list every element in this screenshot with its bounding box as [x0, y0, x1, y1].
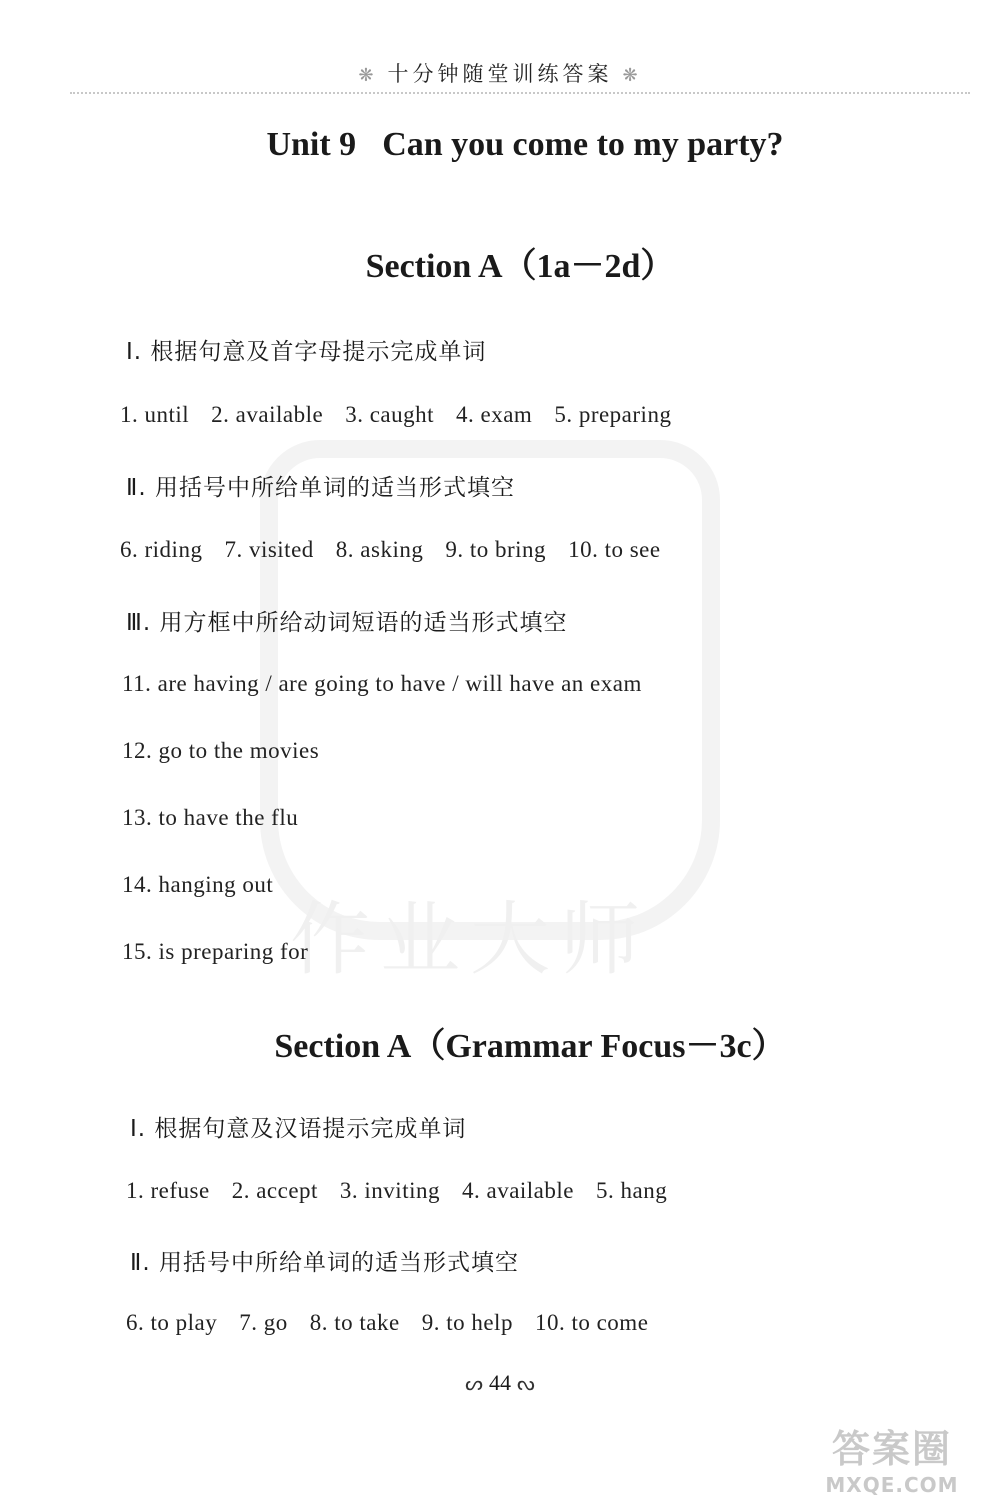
answer-item: 4. available [461, 1178, 574, 1203]
logo-url: MXQE.COM [825, 1473, 959, 1497]
header-text: 十分钟随堂训练答案 [387, 62, 613, 86]
answer-item: 8. asking [335, 537, 424, 562]
answer-row [120, 537, 683, 563]
answer-item: 5. preparing [554, 402, 672, 427]
answer-item: 8. to take [309, 1310, 400, 1335]
watermark-text: 作业大师 [290, 893, 650, 986]
answer-line: 13. to have the flu [122, 805, 299, 830]
answer-item: 1. until [120, 402, 190, 427]
answer-row [120, 402, 693, 428]
answer-item: 5. hang [596, 1178, 668, 1203]
part-heading: Ⅱ. 用括号中所给单词的适当形式填空 [130, 1250, 519, 1276]
ornament-icon: ᔕ [465, 1373, 483, 1395]
unit-title [0, 126, 1000, 164]
answer-item: 9. to help [421, 1310, 513, 1335]
answer-item: 7. go [239, 1310, 288, 1335]
answer-item: 10. to see [568, 537, 661, 562]
answer-item: 9. to bring [445, 537, 547, 562]
part-heading: Ⅰ. 根据句意及首字母提示完成单词 [126, 339, 487, 365]
answer-item: 1. refuse [126, 1178, 210, 1203]
answer-line: 15. is preparing for [122, 939, 309, 964]
answer-row [126, 1178, 689, 1204]
section-title: Section A（1a－2d） [365, 248, 675, 285]
answer-item: 3. inviting [339, 1178, 440, 1203]
ornament-icon: ᔓ [517, 1373, 535, 1395]
page-number-value: 44 [489, 1370, 511, 1395]
answer-line: 12. go to the movies [122, 738, 320, 763]
answer-item: 10. to come [534, 1310, 649, 1335]
corner-watermark-logo [802, 1418, 982, 1497]
answer-line: 11. are having / are going to have / will have an exam [122, 671, 642, 696]
answer-item: 3. caught [345, 402, 434, 427]
page-number [0, 1370, 1000, 1396]
unit-name: Can you come to my party? [382, 126, 784, 163]
part-heading: Ⅱ. 用括号中所给单词的适当形式填空 [126, 475, 515, 501]
unit-number: Unit 9 [266, 126, 357, 163]
part-heading: Ⅰ. 根据句意及汉语提示完成单词 [130, 1116, 467, 1142]
answer-row [126, 1310, 670, 1336]
page-header [0, 58, 1000, 88]
answer-item: 7. visited [224, 537, 314, 562]
part-heading: Ⅲ. 用方框中所给动词短语的适当形式填空 [126, 610, 568, 636]
logo-text: 答案圈 [831, 1427, 952, 1471]
answer-line: 14. hanging out [122, 872, 274, 897]
header-divider [70, 92, 970, 94]
flower-icon: ❋ [622, 65, 642, 86]
section-title: Section A（Grammar Focus－3c） [274, 1028, 786, 1065]
answer-item: 4. exam [456, 402, 533, 427]
answer-item: 2. available [211, 402, 324, 427]
answer-item: 2. accept [231, 1178, 318, 1203]
answer-item: 6. riding [120, 537, 203, 562]
answer-item: 6. to play [126, 1310, 218, 1335]
flower-icon: ❋ [358, 65, 378, 86]
